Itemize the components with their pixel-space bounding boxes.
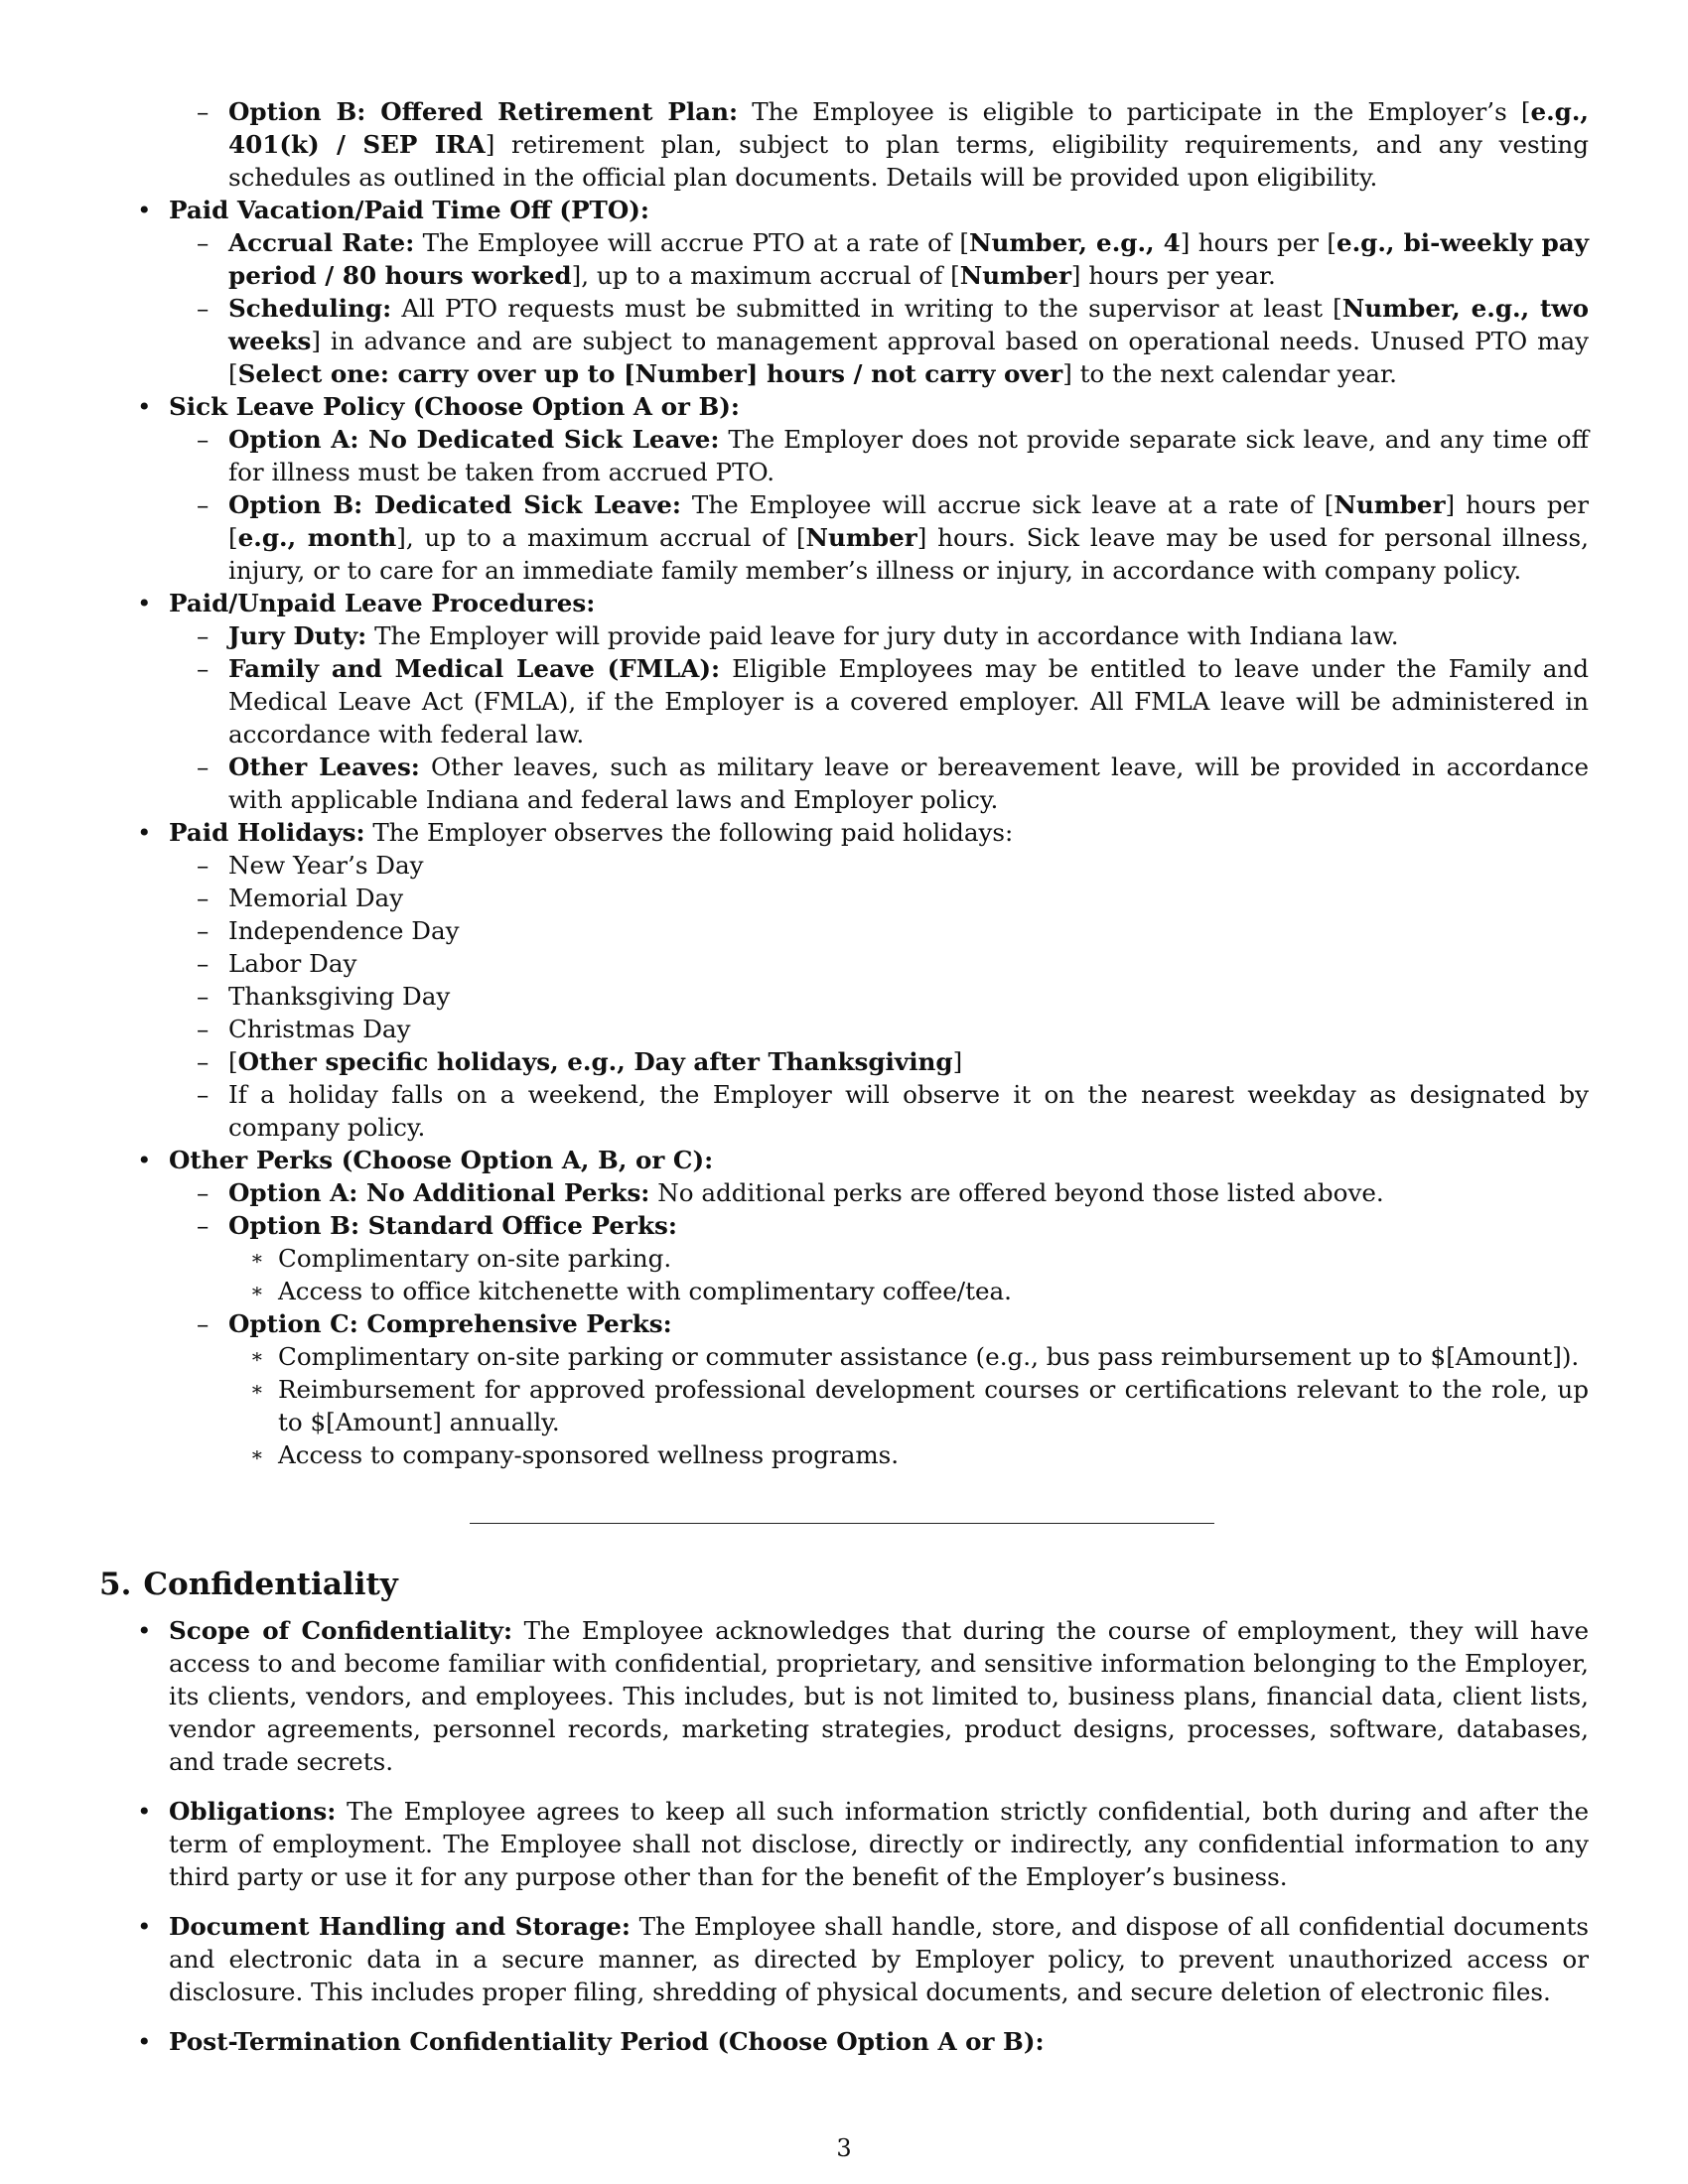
dash-marker: – <box>197 949 210 978</box>
bullet-marker: • <box>137 1797 152 1826</box>
dash-marker: – <box>197 490 210 519</box>
dash-marker: – <box>197 97 210 126</box>
holiday-item-other: – [Other specific holidays, e.g., Day after Thanksgiving] <box>197 1047 963 1076</box>
pto-scheduling: – Scheduling: All PTO requests must be submitted in writing to the supervisor at least [Number, e.g., two weeks] in advance and are subject to management approval based on operational needs. Unused PTO may [Select one: carry over up to [Number] hours / not carry over] to the next calendar year. <box>197 294 1589 388</box>
confidentiality-scope: • Scope of Confidentiality: The Employee acknowledges that during the course of employment, they will have access to and become familiar with confidential, proprietary, and sensitive information belonging to the Employer, its clients, vendors, and employees. This includes, but is not limited to, business plans, financial data, client lists, vendor agreements, personnel records, marketing strategies, product designs, processes, software, databases, and trade secrets. <box>137 1616 1590 1776</box>
pto-heading: • Paid Vacation/Paid Time Off (PTO): <box>137 196 649 224</box>
dash-marker: – <box>197 425 210 454</box>
bullet-marker: • <box>137 2027 152 2056</box>
leave-fmla: – Family and Medical Leave (FMLA): Eligible Employees may be entitled to leave under the Family and Medical Leave Act (FMLA), if the Employer is a covered employer. All FMLA leave will be administered in accordance with federal law. <box>197 654 1589 749</box>
perk-item: ∗ Access to office kitchenette with complimentary coffee/tea. <box>250 1277 1013 1305</box>
dash-marker: – <box>197 1015 210 1043</box>
dash-marker: – <box>197 884 210 912</box>
perks-heading: • Other Perks (Choose Option A, B, or C): <box>137 1146 714 1174</box>
section-divider <box>470 1523 1214 1524</box>
dash-marker: – <box>197 752 210 781</box>
benefits-list <box>99 95 1589 1471</box>
holiday-item: – New Year’s Day <box>197 851 424 880</box>
perk-item: ∗ Access to company-sponsored wellness programs. <box>250 1440 900 1469</box>
perk-item: ∗ Reimbursement for approved professional development courses or certifications relevant to the role, up to $[Amount] annually. <box>250 1375 1589 1436</box>
bullet-marker: • <box>137 1912 152 1941</box>
perk-item: ∗ Complimentary on-site parking or commuter assistance (e.g., bus pass reimbursement up to $[Amount]). <box>250 1342 1580 1371</box>
dash-marker: – <box>197 1309 210 1338</box>
dash-marker: – <box>197 228 210 257</box>
bullet-marker: • <box>137 196 152 224</box>
retirement-option-b: – Option B: Offered Retirement Plan: The Employee is eligible to participate in the Employer’s [e.g., 401(k) / SEP IRA] retirement plan, subject to plan terms, eligibility requirements, and any vesting schedules as outlined in the official plan documents. Details will be provided upon eligibility. <box>197 97 1589 192</box>
asterisk-marker: ∗ <box>250 1344 264 1368</box>
holiday-item: – Independence Day <box>197 916 460 945</box>
holidays-heading: • Paid Holidays: The Employer observes the following paid holidays: <box>137 818 1014 847</box>
sick-heading: • Sick Leave Policy (Choose Option A or B): <box>137 392 740 421</box>
dash-marker: – <box>197 654 210 683</box>
section-heading: 5. Confidentiality <box>99 1567 398 1602</box>
perks-option-c: – Option C: Comprehensive Perks: <box>197 1309 672 1338</box>
asterisk-marker: ∗ <box>250 1279 264 1302</box>
dash-marker: – <box>197 294 210 323</box>
holiday-weekend-rule: – If a holiday falls on a weekend, the Employer will observe it on the nearest weekday as designated by company policy. <box>197 1080 1589 1142</box>
pto-accrual: – Accrual Rate: The Employee will accrue PTO at a rate of [Number, e.g., 4] hours per [e.g., bi-weekly pay period / 80 hours worked], up to a maximum accrual of [Number] hours per year. <box>197 228 1590 290</box>
dash-marker: – <box>197 851 210 880</box>
asterisk-marker: ∗ <box>250 1377 264 1401</box>
asterisk-marker: ∗ <box>250 1442 264 1466</box>
leave-jury: – Jury Duty: The Employer will provide paid leave for jury duty in accordance with Indiana law. <box>197 621 1399 650</box>
dash-marker: – <box>197 1211 210 1240</box>
bullet-marker: • <box>137 392 152 421</box>
leave-heading: • Paid/Unpaid Leave Procedures: <box>137 589 596 617</box>
dash-marker: – <box>197 982 210 1011</box>
perk-item: ∗ Complimentary on-site parking. <box>250 1244 672 1273</box>
confidentiality-list <box>99 1614 1589 2075</box>
holiday-item: – Thanksgiving Day <box>197 982 451 1011</box>
holiday-item: – Christmas Day <box>197 1015 411 1043</box>
page-number: 3 <box>836 2134 852 2162</box>
sick-option-b: – Option B: Dedicated Sick Leave: The Employee will accrue sick leave at a rate of [Number] hours per [e.g., month], up to a maximum accrual of [Number] hours. Sick leave may be used for personal illness, injury, or to care for an immediate family member’s illness or injury, in accordance with company policy. <box>197 490 1589 585</box>
dash-marker: – <box>197 621 210 650</box>
bullet-marker: • <box>137 589 152 617</box>
bullet-marker: • <box>137 818 152 847</box>
leave-other: – Other Leaves: Other leaves, such as military leave or bereavement leave, will be provided in accordance with applicable Indiana and federal laws and Employer policy. <box>197 752 1589 814</box>
perks-option-a: – Option A: No Additional Perks: No additional perks are offered beyond those listed above. <box>197 1178 1384 1207</box>
dash-marker: – <box>197 1080 210 1109</box>
bullet-marker: • <box>137 1616 152 1645</box>
dash-marker: – <box>197 1047 210 1076</box>
asterisk-marker: ∗ <box>250 1246 264 1270</box>
bullet-marker: • <box>137 1146 152 1174</box>
holiday-item: – Labor Day <box>197 949 357 978</box>
dash-marker: – <box>197 916 210 945</box>
holiday-item: – Memorial Day <box>197 884 404 912</box>
dash-marker: – <box>197 1178 210 1207</box>
confidentiality-obligations: • Obligations: The Employee agrees to keep all such information strictly confidential, both during and after the term of employment. The Employee shall not disclose, directly or indirectly, any confidential information to any third party or use it for any purpose other than for the benefit of the Employer’s business. <box>137 1797 1589 1891</box>
confidentiality-post-termination: • Post-Termination Confidentiality Period (Choose Option A or B): <box>137 2027 1045 2056</box>
confidentiality-handling: • Document Handling and Storage: The Employee shall handle, store, and dispose of all confidential documents and electronic data in a secure manner, as directed by Employer policy, to prevent unauthorized access or disclosure. This includes proper filing, shredding of physical documents, and secure deletion of electronic files. <box>137 1912 1589 2006</box>
sick-option-a: – Option A: No Dedicated Sick Leave: The Employer does not provide separate sick leave, and any time off for illness must be taken from accrued PTO. <box>197 425 1589 486</box>
perks-option-b: – Option B: Standard Office Perks: <box>197 1211 677 1240</box>
